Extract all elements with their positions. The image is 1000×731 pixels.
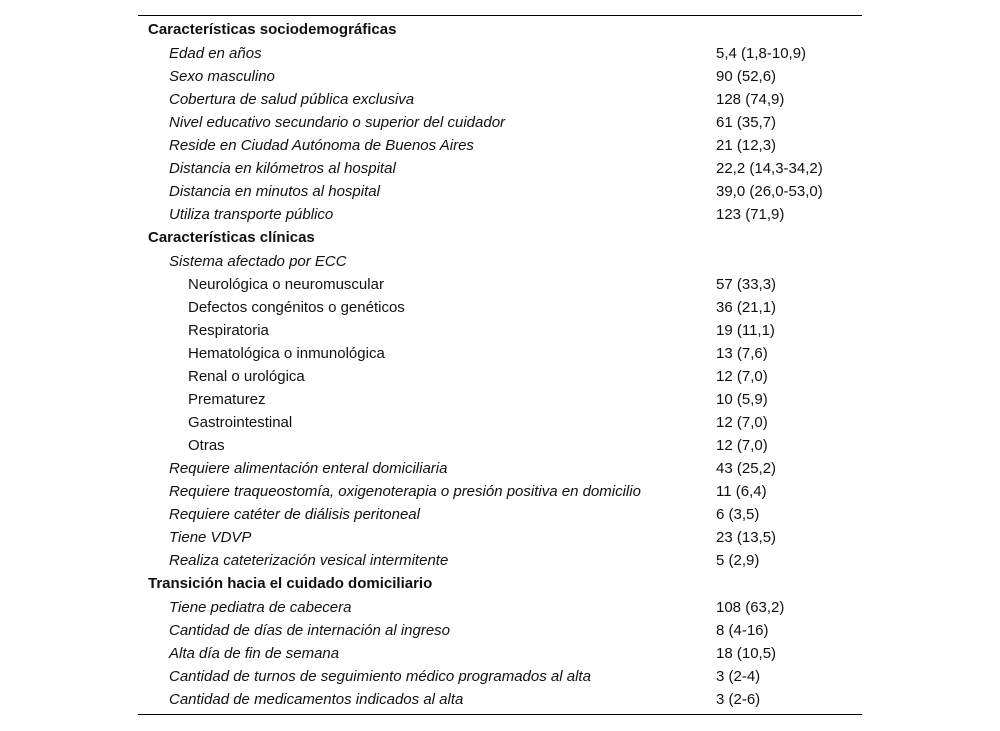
table-row — [138, 65, 862, 88]
row-value: 43 (25,2) — [716, 460, 777, 477]
table-row — [138, 457, 862, 480]
table-row — [138, 619, 862, 642]
table-row — [138, 480, 862, 503]
table-row — [138, 42, 862, 65]
table-row — [138, 88, 862, 111]
table-row — [138, 665, 862, 688]
row-value: 12 (7,0) — [716, 414, 768, 431]
row-value: 123 (71,9) — [716, 206, 785, 223]
row-value: 128 (74,9) — [716, 91, 785, 108]
row-value: 13 (7,6) — [716, 345, 768, 362]
row-label: Defectos congénitos o genéticos — [188, 299, 405, 316]
row-label: Cantidad de días de internación al ingreso — [169, 622, 451, 639]
row-label: Realiza cateterización vesical intermitente — [169, 552, 449, 569]
row-value: 3 (2-6) — [716, 691, 761, 708]
row-label: Reside en Ciudad Autónoma de Buenos Aires — [169, 137, 474, 154]
row-label: Tiene VDVP — [169, 529, 252, 546]
table-row — [138, 434, 862, 457]
row-label: Edad en años — [169, 45, 262, 62]
table-row — [138, 596, 862, 619]
row-value: 61 (35,7) — [716, 114, 777, 131]
row-value: 11 (6,4) — [716, 483, 767, 500]
subheading-label: Sistema afectado por ECC — [169, 253, 347, 270]
section-header-clinical — [138, 226, 862, 250]
row-label: Otras — [188, 437, 225, 454]
section-title: Transición hacia el cuidado domiciliario — [148, 575, 433, 592]
row-label: Nivel educativo secundario o superior del cuidador — [169, 114, 506, 131]
row-label: Prematurez — [188, 391, 266, 408]
row-label: Respiratoria — [188, 322, 269, 339]
row-value: 39,0 (26,0-53,0) — [716, 183, 823, 200]
row-value: 19 (11,1) — [716, 322, 775, 339]
row-label: Requiere traqueostomía, oxigenoterapia o presión positiva en domicilio — [169, 483, 641, 500]
table-row — [138, 642, 862, 665]
row-value: 22,2 (14,3-34,2) — [716, 160, 823, 177]
table-row — [138, 296, 862, 319]
table-row — [138, 157, 862, 180]
row-value: 6 (3,5) — [716, 506, 760, 523]
row-value: 18 (10,5) — [716, 645, 777, 662]
row-label: Cantidad de turnos de seguimiento médico programados al alta — [169, 668, 591, 685]
row-label: Alta día de fin de semana — [169, 645, 340, 662]
section-header-home-care-transition — [138, 572, 862, 596]
row-value: 12 (7,0) — [716, 368, 768, 385]
row-value: 23 (13,5) — [716, 529, 777, 546]
row-label: Utiliza transporte público — [169, 206, 334, 223]
row-value: 8 (4-16) — [716, 622, 769, 639]
row-value: 57 (33,3) — [716, 276, 777, 293]
section-header-sociodemographic — [138, 18, 862, 42]
row-value: 36 (21,1) — [716, 299, 777, 316]
table-row — [138, 273, 862, 296]
table-row — [138, 388, 862, 411]
table-row — [138, 203, 862, 226]
table-row — [138, 365, 862, 388]
row-label: Gastrointestinal — [188, 414, 293, 431]
section-title: Características sociodemográficas — [148, 21, 397, 38]
row-value: 10 (5,9) — [716, 391, 768, 408]
row-label: Requiere alimentación enteral domiciliaria — [169, 460, 448, 477]
table-row — [138, 411, 862, 434]
table-row — [138, 180, 862, 203]
row-label: Hematológica o inmunológica — [188, 345, 385, 362]
row-label: Renal o urológica — [188, 368, 305, 385]
row-label: Distancia en minutos al hospital — [169, 183, 380, 200]
row-value: 3 (2-4) — [716, 668, 761, 685]
row-value: 12 (7,0) — [716, 437, 768, 454]
row-value: 108 (63,2) — [716, 599, 785, 616]
row-label: Tiene pediatra de cabecera — [169, 599, 352, 616]
table-row — [138, 549, 862, 572]
table-row — [138, 319, 862, 342]
table-row — [138, 688, 862, 711]
row-value: 21 (12,3) — [716, 137, 777, 154]
characteristics-table — [138, 15, 862, 715]
section-title: Características clínicas — [148, 229, 315, 246]
row-value: 90 (52,6) — [716, 68, 777, 85]
table-row — [138, 503, 862, 526]
row-label: Distancia en kilómetros al hospital — [169, 160, 396, 177]
row-label: Requiere catéter de diálisis peritoneal — [169, 506, 420, 523]
table-row — [138, 111, 862, 134]
row-label: Neurológica o neuromuscular — [188, 276, 384, 293]
row-value: 5 (2,9) — [716, 552, 760, 569]
subheading-row — [138, 250, 862, 273]
row-value: 5,4 (1,8-10,9) — [716, 45, 807, 62]
row-label: Cobertura de salud pública exclusiva — [169, 91, 415, 108]
table-row — [138, 342, 862, 365]
row-label: Sexo masculino — [169, 68, 275, 85]
row-label: Cantidad de medicamentos indicados al alta — [169, 691, 464, 708]
table-row — [138, 526, 862, 549]
table-row — [138, 134, 862, 157]
